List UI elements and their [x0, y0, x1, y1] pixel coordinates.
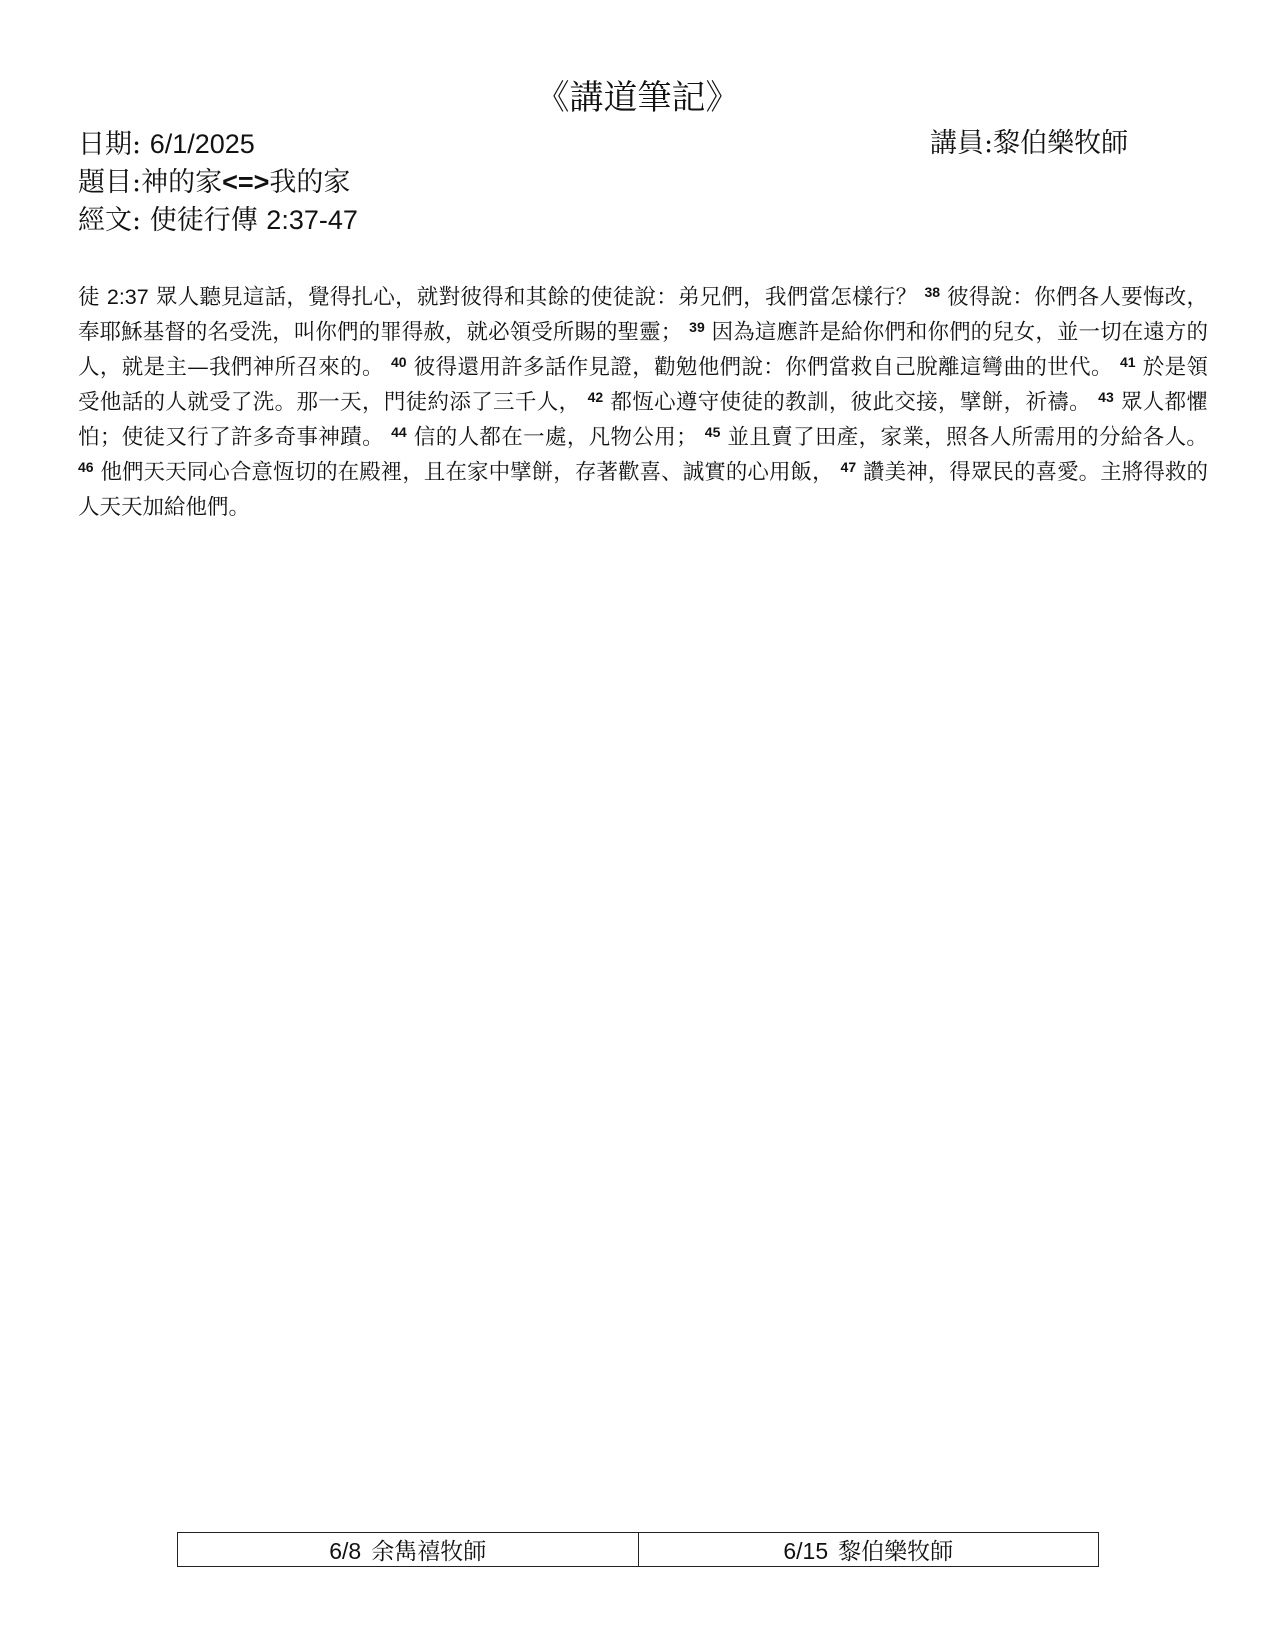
topic-part1: 神的家	[141, 167, 223, 198]
schedule-cell	[178, 1533, 639, 1567]
speaker-line	[930, 126, 1128, 162]
verse-text: 眾人聽見這話，覺得扎心，就對彼得和其餘的使徒說：弟兄們，我們當怎樣行？	[155, 285, 918, 310]
verse-number: 40	[391, 354, 407, 370]
verse-number: 45	[704, 424, 721, 440]
upcoming-schedule-table	[177, 1532, 1099, 1567]
topic-arrow: <=>	[222, 167, 270, 197]
verse-number: 47	[840, 459, 857, 475]
verses	[78, 285, 1208, 520]
verse-text: 彼得說：你們各人要悔改，奉耶穌基督的名受洗，叫你們的罪得赦，就必領受所賜的聖靈；	[78, 285, 1208, 345]
date-value: 6/1/2025	[149, 129, 255, 159]
verse-number: 46	[78, 459, 94, 475]
schedule-date: 6/8	[329, 1538, 362, 1564]
verse-text: 彼得還用許多話作見證，勸勉他們說：你們當救自己脫離這彎曲的世代。	[413, 355, 1113, 380]
schedule-row	[178, 1533, 1099, 1567]
schedule-cell	[638, 1533, 1099, 1567]
verse-number: 39	[689, 319, 705, 335]
speaker-label: 講員:	[930, 128, 994, 159]
start-ref: 2:37	[106, 285, 149, 309]
text-label: 經文:	[78, 205, 142, 236]
scripture-passage	[78, 280, 1208, 525]
text-book: 使徒行傳	[149, 205, 258, 236]
schedule-speaker: 余雋禧牧師	[371, 1539, 487, 1565]
schedule-speaker: 黎伯樂牧師	[838, 1539, 954, 1565]
text-ref: 2:37-47	[266, 205, 358, 235]
verse-number: 38	[924, 284, 941, 300]
topic-line	[78, 164, 350, 201]
verse-number: 44	[391, 424, 407, 440]
verse-text: 他們天天同心合意恆切的在殿裡，且在家中擘餅，存著歡喜、誠實的心用飯，	[100, 460, 834, 485]
verse-text: 並且賣了田產，家業，照各人所需用的分給各人。	[727, 425, 1208, 450]
verse-number: 41	[1120, 354, 1136, 370]
date-label: 日期:	[78, 129, 142, 160]
verse-number: 43	[1098, 389, 1114, 405]
verse-text: 信的人都在一處，凡物公用；	[413, 425, 698, 450]
verse-text: 讚美神，得眾民的喜愛。主將得救的人天天加給他們。	[78, 460, 1208, 520]
schedule-date: 6/15	[783, 1538, 829, 1564]
verse-text: 眾人都懼怕；使徒又行了許多奇事神蹟。	[78, 390, 1208, 450]
verse-text: 都恆心遵守使徒的教訓，彼此交接，擘餅，祈禱。	[610, 390, 1091, 415]
text-line	[78, 202, 358, 239]
topic-label: 題目:	[78, 167, 142, 198]
verse-text: 因為這應許是給你們和你們的兒女，並一切在遠方的人，就是主—我們神所召來的。	[78, 320, 1208, 380]
speaker-value: 黎伯樂牧師	[993, 128, 1129, 159]
book-abbr: 徒	[78, 285, 100, 310]
verse-text: 於是領受他話的人就受了洗。那一天，門徒約添了三千人，	[78, 355, 1208, 415]
topic-part2: 我的家	[269, 167, 351, 198]
verse-number: 42	[587, 389, 604, 405]
page-title: 《講道筆記》	[535, 78, 740, 118]
date-line	[78, 126, 255, 163]
